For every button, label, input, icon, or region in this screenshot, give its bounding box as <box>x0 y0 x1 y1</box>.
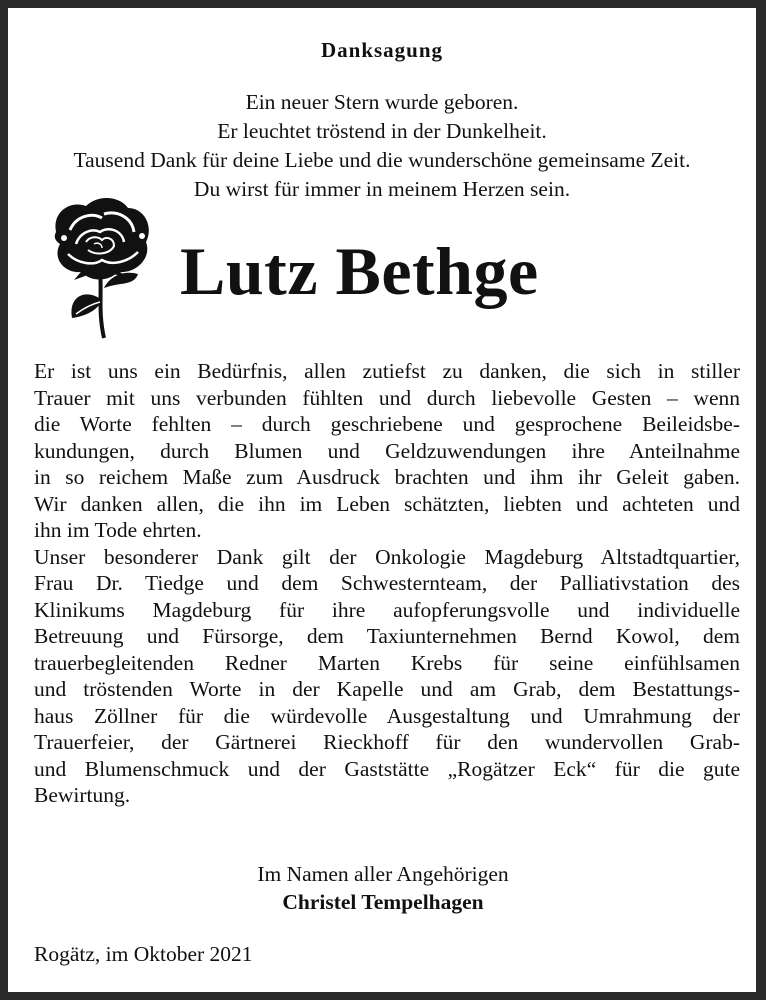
body-line: Klinikums Magdeburg für ihre aufopferungsvolle und individuelle <box>34 597 740 622</box>
body-line: die Worte fehlten – durch geschriebene und gesprochene Beileidsbe- <box>34 412 740 436</box>
signature-intro: Im Namen aller Angehörigen <box>257 862 509 886</box>
body-text <box>34 358 740 809</box>
body-line: Er ist uns ein Bedürfnis, allen zutiefst zu danken, die sich in stiller <box>34 359 740 383</box>
body-line: Trauer mit uns verbunden fühlten und durch liebevolle Gesten – wenn <box>34 385 740 410</box>
body-line: Betreuung und Fürsorge, dem Taxiunternehmen Bernd Kowol, dem <box>34 624 740 648</box>
body-line: ihn im Tode ehrten. <box>34 518 202 542</box>
body-line: und tröstenden Worte in der Kapelle und am Grab, dem Bestattungs- <box>34 677 740 701</box>
body-line: trauerbegleitenden Redner Marten Krebs für seine einfühlsamen <box>34 650 740 675</box>
signature-name: Christel Tempelhagen <box>282 890 484 914</box>
poem-line: Du wirst für immer in meinem Herzen sein. <box>193 177 571 201</box>
obituary-card <box>8 8 756 992</box>
body-line: Unser besonderer Dank gilt der Onkologie Magdeburg Altstadtquartier, <box>34 544 740 569</box>
poem-line: Tausend Dank für deine Liebe und die wunderschöne gemeinsame Zeit. <box>73 148 691 172</box>
poem <box>8 88 756 204</box>
deceased-name: Lutz Bethge <box>180 233 539 309</box>
heading: Danksagung <box>320 38 444 62</box>
body-line: Trauerfeier, der Gärtnerei Rieckhoff für den wundervollen Grab- <box>34 730 740 754</box>
body-line: Bewirtung. <box>34 783 131 807</box>
poem-line: Er leuchtet tröstend in der Dunkelheit. <box>217 119 547 143</box>
body-line: in so reichem Maße zum Ausdruck brachten und ihm ihr Geleit gaben. <box>34 465 740 489</box>
body-line: und Blumenschmuck und der Gaststätte „Rogätzer Eck“ für die gute <box>34 756 740 781</box>
place-date: Rogätz, im Oktober 2021 <box>34 942 253 966</box>
rose-icon <box>46 192 158 340</box>
body-line: kundungen, durch Blumen und Geldzuwendungen ihre Anteilnahme <box>34 438 740 463</box>
body-line: Frau Dr. Tiedge und dem Schwesternteam, der Palliativstation des <box>34 571 740 595</box>
body-line: Wir danken allen, die ihn im Leben schätzten, liebten und achteten und <box>34 491 740 516</box>
body-line: haus Zöllner für die würdevolle Ausgestaltung und Umrahmung der <box>34 703 740 728</box>
poem-line: Ein neuer Stern wurde geboren. <box>245 90 519 114</box>
signature-block <box>0 860 766 916</box>
